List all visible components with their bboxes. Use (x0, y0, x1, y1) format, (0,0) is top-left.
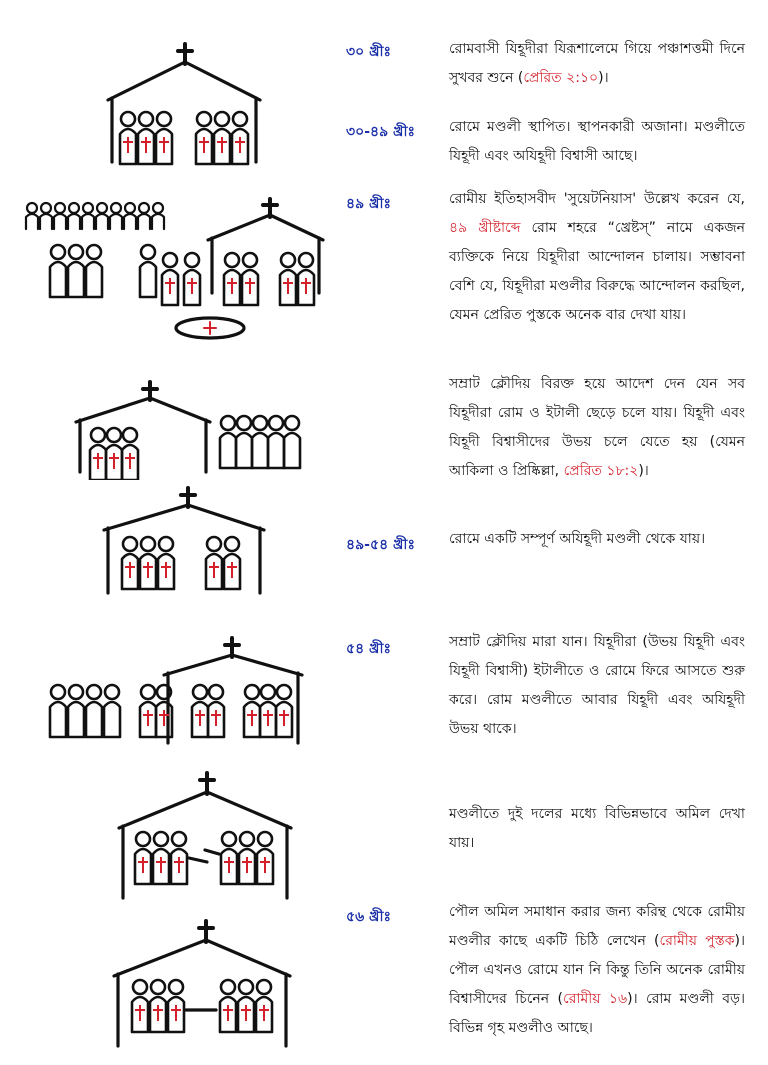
person-figure (50, 685, 66, 737)
person-figure (257, 832, 273, 884)
return-illustration (40, 635, 305, 750)
entry-text-segment: রোমে মণ্ডলী স্থাপিত। স্থাপনকারী অজানা। মণ্ডলীতে যিহূদী এবং অযিহূদী বিশ্বাসী আছে। (449, 119, 745, 164)
entry-text (449, 35, 745, 93)
exile-illustration (70, 380, 310, 480)
person-figure (276, 685, 292, 737)
entry-text (449, 628, 745, 744)
person-figure (239, 832, 255, 884)
person-figure (221, 832, 237, 884)
letter-illustration (110, 918, 295, 1053)
person-figure (90, 428, 106, 480)
person-figure (224, 537, 240, 589)
person-figure (242, 253, 258, 305)
entry-date: ৫৬ খ্রীঃ (346, 909, 391, 925)
entry-text-segment: )। (638, 463, 649, 479)
person-figure (280, 253, 296, 305)
entry-text-segment: মণ্ডলীতে দুই দলের মধ্যে বিভিন্নভাবে অমিল দেখা যায়। (449, 806, 745, 851)
scripture-reference: রোমীয় পুস্তক (659, 933, 735, 949)
person-figure (156, 112, 172, 164)
person-figure (135, 832, 151, 884)
person-figure (260, 685, 276, 737)
person-figure (220, 980, 236, 1032)
person-figure (196, 112, 212, 164)
crowd-figure (138, 203, 150, 229)
crowd-figure (26, 203, 38, 229)
person-figure (120, 112, 136, 164)
person-figure (140, 245, 156, 297)
person-figure (122, 537, 138, 589)
conflict-illustration (115, 770, 295, 905)
crowd-figure (124, 203, 136, 229)
crowd-figure (96, 203, 108, 229)
entry-text-segment: )। পৌল এখনও রোমে যান নি কিন্তু তিনি অনেক রোমীয় বিশ্বাসীদের চিনেন ( (449, 933, 745, 1007)
crowd-figure (82, 203, 94, 229)
person-figure (150, 980, 166, 1032)
person-figure (171, 832, 187, 884)
entry-date: ৪৯ খ্রীঃ (346, 196, 391, 212)
entry-date: ৩০ খ্রীঃ (346, 44, 391, 60)
person-figure (244, 685, 260, 737)
person-figure (184, 253, 200, 305)
crowd-church-illustration (20, 195, 325, 345)
entry-text-segment: রোম শহরে “খ্রেষ্টস্” নামে একজন ব্যক্তিকে নিয়ে যিহূদীরা আন্দোলন চালায়। সম্ভাবনা বেশি যে, যিহূদীরা মণ্ডলীর বিরুদ্ধে আন্দোলন করছিল, যেমন প্রেরিত পুস্তকে অনেক বার দেখা যায়। (449, 220, 746, 323)
person-figure (220, 416, 236, 468)
entry-text-segment: রোমীয় ইতিহাসবীদ 'সুয়েটনিয়াস' উল্লেখ করেন যে, (449, 191, 745, 207)
person-figure (206, 537, 222, 589)
entry-date: ৩০-৪৯ খ্রীঃ (346, 124, 415, 140)
person-figure (122, 428, 138, 480)
person-figure (238, 980, 254, 1032)
person-figure (140, 537, 156, 589)
person-figure (284, 416, 300, 468)
person-figure (104, 685, 120, 737)
person-figure (214, 112, 230, 164)
person-figure (232, 112, 248, 164)
person-figure (256, 980, 272, 1032)
person-figure (140, 685, 156, 737)
crowd-figure (40, 203, 52, 229)
person-figure (68, 245, 84, 297)
person-figure (138, 112, 154, 164)
person-figure (50, 245, 66, 297)
crowd-figure (152, 203, 164, 229)
person-figure (192, 685, 208, 737)
church-illustration-4 (100, 485, 270, 600)
scripture-reference: প্রেরিত ১৮:২ (563, 463, 639, 479)
crowd-figure (54, 203, 66, 229)
church-illustration-1 (100, 40, 270, 170)
scripture-reference: ৪৯ খ্রীষ্টাব্দে (449, 220, 521, 236)
person-figure (86, 245, 102, 297)
entry-text-segment: )। রোম মণ্ডলী বড়। বিভিন্ন গৃহ মণ্ডলীও আছে। (449, 991, 745, 1036)
scripture-reference: প্রেরিত ২:১০ (523, 70, 599, 86)
entry-text (449, 113, 745, 171)
entry-text-segment: পৌল অমিল সমাধান করার জন্য করিন্থ থেকে রোমীয় মণ্ডলীর কাছে একটি চিঠি লেখেন ( (449, 904, 745, 949)
entry-text (449, 370, 745, 486)
person-figure (106, 428, 122, 480)
entry-text-segment: )। (598, 70, 609, 86)
person-figure (86, 685, 102, 737)
entry-text (449, 185, 745, 330)
person-figure (208, 685, 224, 737)
person-figure (132, 980, 148, 1032)
person-figure (236, 416, 252, 468)
person-figure (168, 980, 184, 1032)
entry-text-segment: সম্রাট ক্লৌদিয় বিরক্ত হয়ে আদেশ দেন যেন সব যিহূদীরা রোম ও ইটালী ছেড়ে চলে যায়। যিহূদী এবং যিহূদী বিশ্বাসীদের উভয় চলে যেতে হয় (যেমন আকিলা ও প্রিষ্কিল্লা, (449, 376, 745, 479)
entry-text-segment: রোমবাসী যিহূদীরা যিরূশালেমে গিয়ে পঞ্চাশত্তমী দিনে সুখবর শুনে ( (449, 41, 745, 86)
entry-text-segment: রোমে একটি সম্পূর্ণ অযিহূদী মণ্ডলী থেকে যায়। (449, 531, 706, 547)
person-figure (268, 416, 284, 468)
entry-text (449, 525, 745, 554)
crowd-figure (68, 203, 80, 229)
person-figure (68, 685, 84, 737)
entry-text (449, 800, 745, 858)
person-figure (252, 416, 268, 468)
person-figure (153, 832, 169, 884)
entry-text (449, 898, 745, 1043)
entry-date: ৫৪ খ্রীঃ (346, 641, 391, 657)
person-figure (162, 253, 178, 305)
person-figure (158, 537, 174, 589)
scripture-reference: রোমীয় ১৬ (563, 991, 628, 1007)
entry-date: ৪৯-৫৪ খ্রীঃ (346, 537, 415, 553)
person-figure (298, 253, 314, 305)
crowd-figure (110, 203, 122, 229)
entry-text-segment: সম্রাট ক্লৌদিয় মারা যান। যিহূদীরা (উভয় যিহূদী এবং যিহূদী বিশ্বাসী) ইটালীতে ও রোমে ফিরে আসতে শুরু করে। রোম মণ্ডলীতে আবার যিহূদী এবং অযিহূদী উভয় থাকে। (449, 634, 745, 737)
person-figure (224, 253, 240, 305)
